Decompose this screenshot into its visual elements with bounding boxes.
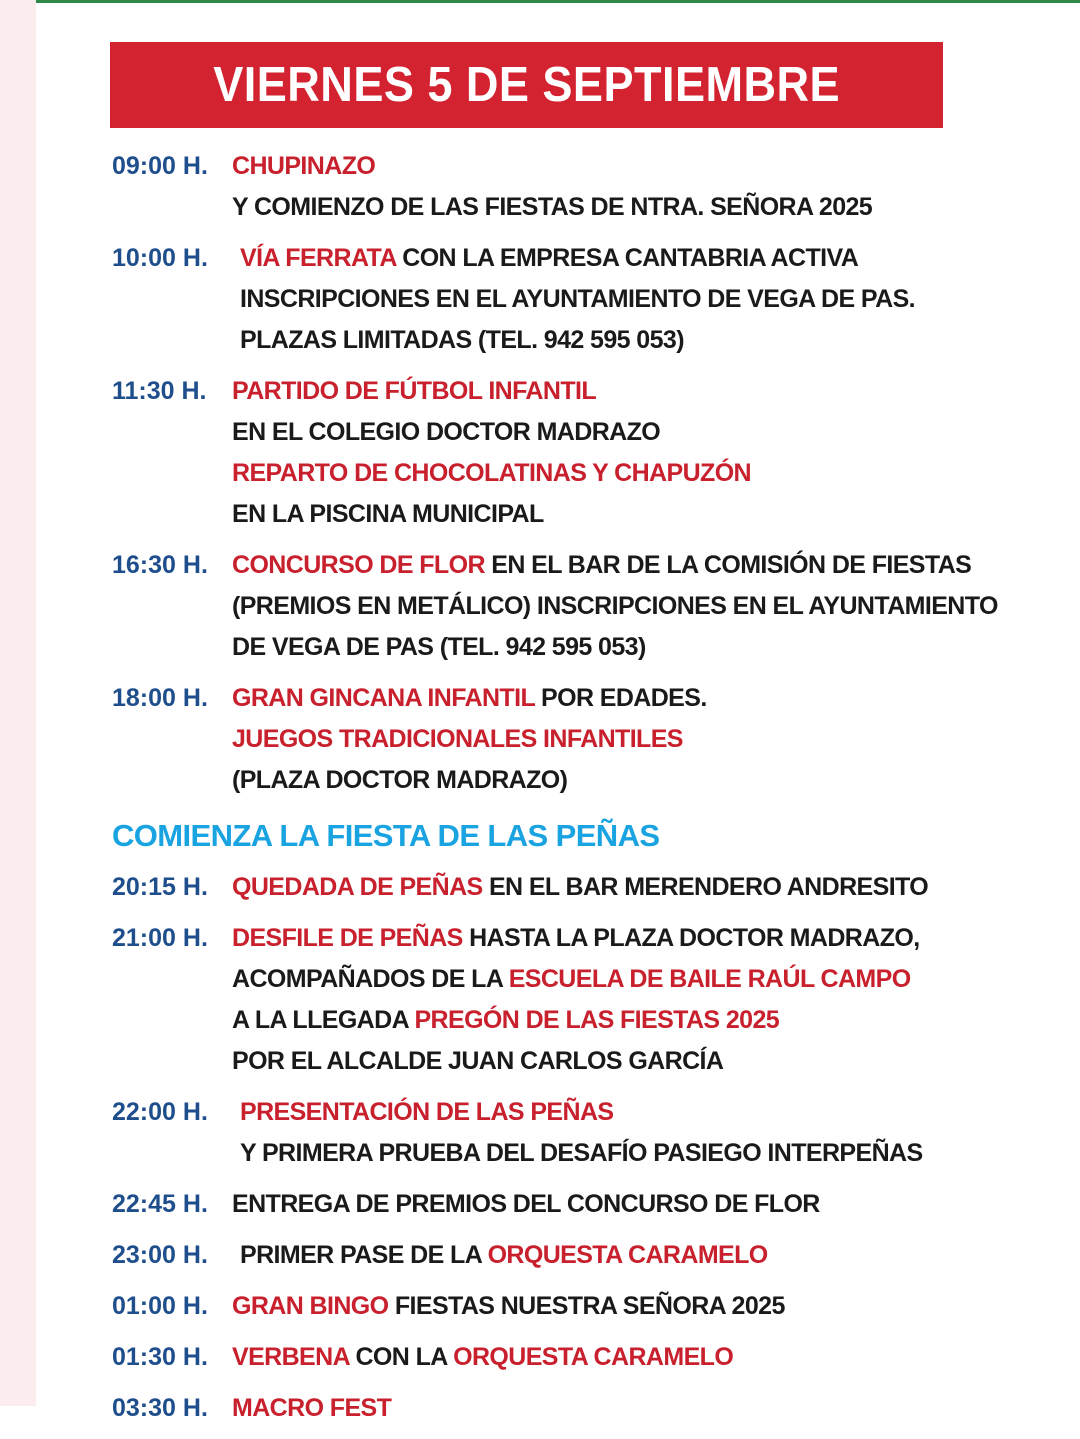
- event-time: 11:30 H.: [112, 377, 207, 405]
- event-line: [232, 238, 1072, 279]
- event-highlight: QUEDADA DE PEÑAS: [232, 873, 483, 901]
- event-line: [232, 1286, 1072, 1327]
- event-line: [232, 453, 1072, 494]
- event-line: [232, 1041, 1072, 1082]
- event-line: [232, 494, 1072, 535]
- event-highlight: VERBENA: [232, 1343, 350, 1371]
- event-line: [232, 760, 1072, 801]
- event-detail: HASTA LA PLAZA DOCTOR MADRAZO,: [462, 924, 920, 952]
- event-detail: DE VEGA DE PAS (TEL. 942 595 053): [232, 633, 646, 661]
- event-highlight: DESFILE DE PEÑAS: [232, 924, 463, 952]
- section-heading: COMIENZA LA FIESTA DE LAS PEÑAS: [112, 818, 660, 853]
- schedule-entry: [112, 146, 1072, 228]
- event-highlight: CHUPINAZO: [232, 152, 376, 180]
- schedule-entry: [112, 867, 1072, 908]
- schedule-entry: [112, 545, 1072, 668]
- schedule-entry: [112, 371, 1072, 535]
- event-line: [232, 586, 1072, 627]
- schedule-entry: [112, 1286, 1072, 1327]
- event-detail: EN EL BAR MERENDERO ANDRESITO: [482, 873, 929, 901]
- event-detail: PRIMER PASE DE LA: [240, 1241, 488, 1269]
- event-detail: A LA LLEGADA: [232, 1006, 415, 1034]
- schedule-entry: [112, 1092, 1072, 1174]
- event-highlight: GRAN GINCANA INFANTIL: [232, 684, 535, 712]
- event-detail: FIESTAS NUESTRA SEÑORA 2025: [388, 1292, 785, 1320]
- schedule-entry: [112, 918, 1072, 1082]
- event-highlight: PREGÓN DE LAS FIESTAS 2025: [414, 1006, 780, 1034]
- event-detail: EN EL COLEGIO DOCTOR MADRAZO: [232, 418, 661, 446]
- event-highlight: JUEGOS TRADICIONALES INFANTILES: [232, 725, 683, 753]
- event-highlight: ORQUESTA CARAMELO: [487, 1241, 768, 1269]
- event-line: [232, 1092, 1072, 1133]
- left-margin-band: [0, 0, 36, 1406]
- event-line: [232, 320, 1072, 361]
- event-highlight: PARTIDO DE FÚTBOL INFANTIL: [232, 377, 597, 405]
- event-time: 20:15 H.: [112, 873, 208, 901]
- schedule-entry: [112, 1388, 1072, 1429]
- event-line: [232, 279, 1072, 320]
- event-detail: (PREMIOS EN METÁLICO) INSCRIPCIONES EN EL AYUNTAMIENTO: [232, 592, 998, 620]
- event-time: 21:00 H.: [112, 924, 208, 952]
- schedule-entry: [112, 238, 1072, 361]
- event-time: 22:45 H.: [112, 1190, 208, 1218]
- schedule: [112, 146, 1072, 1439]
- event-line: [232, 1235, 1072, 1276]
- event-detail: CON LA: [349, 1343, 454, 1371]
- event-line: [232, 867, 1072, 908]
- event-line: [232, 371, 1072, 412]
- page-title: VIERNES 5 DE SEPTIEMBRE: [213, 58, 840, 112]
- event-detail: EN EL BAR DE LA COMISIÓN DE FIESTAS: [484, 551, 972, 579]
- event-line: [232, 918, 1072, 959]
- event-line: [232, 1184, 1072, 1225]
- event-time: 18:00 H.: [112, 684, 208, 712]
- event-highlight: MACRO FEST: [232, 1394, 392, 1422]
- event-detail: Y COMIENZO DE LAS FIESTAS DE NTRA. SEÑORA 2025: [232, 193, 873, 221]
- event-detail: INSCRIPCIONES EN EL AYUNTAMIENTO DE VEGA DE PAS.: [240, 285, 916, 313]
- event-time: 03:30 H.: [112, 1394, 208, 1422]
- top-rule: [36, 0, 1080, 3]
- schedule-entry: [112, 678, 1072, 801]
- schedule-entry: [112, 1184, 1072, 1225]
- event-time: 01:30 H.: [112, 1343, 208, 1371]
- event-detail: ENTREGA DE PREMIOS DEL CONCURSO DE FLOR: [232, 1190, 820, 1218]
- event-line: [232, 1133, 1072, 1174]
- event-detail: EN LA PISCINA MUNICIPAL: [232, 500, 544, 528]
- header-banner: [110, 42, 943, 128]
- event-line: [232, 627, 1072, 668]
- event-line: [232, 412, 1072, 453]
- event-line: [232, 1337, 1072, 1378]
- schedule-events-morning: [112, 146, 1072, 801]
- event-highlight: ORQUESTA CARAMELO: [453, 1343, 734, 1371]
- event-highlight: PRESENTACIÓN DE LAS PEÑAS: [240, 1098, 614, 1126]
- event-line: [232, 1000, 1072, 1041]
- event-detail: POR EL ALCALDE JUAN CARLOS GARCÍA: [232, 1047, 724, 1075]
- event-time: 10:00 H.: [112, 244, 208, 272]
- event-line: [232, 678, 1072, 719]
- event-line: [232, 1388, 1072, 1429]
- event-highlight: ESCUELA DE BAILE RAÚL CAMPO: [508, 965, 911, 993]
- event-line: [232, 146, 1072, 187]
- event-detail: PLAZAS LIMITADAS (TEL. 942 595 053): [240, 326, 684, 354]
- event-detail: (PLAZA DOCTOR MADRAZO): [232, 766, 568, 794]
- event-time: 01:00 H.: [112, 1292, 208, 1320]
- schedule-events-evening: [112, 867, 1072, 1429]
- event-highlight: GRAN BINGO: [232, 1292, 389, 1320]
- event-time: 09:00 H.: [112, 152, 208, 180]
- event-time: 22:00 H.: [112, 1098, 208, 1126]
- schedule-entry: [112, 1337, 1072, 1378]
- event-line: [232, 719, 1072, 760]
- event-detail: Y PRIMERA PRUEBA DEL DESAFÍO PASIEGO INTERPEÑAS: [240, 1139, 923, 1167]
- event-detail: CON LA EMPRESA CANTABRIA ACTIVA: [395, 244, 859, 272]
- event-time: 16:30 H.: [112, 551, 208, 579]
- event-highlight: VÍA FERRATA: [240, 244, 396, 272]
- event-line: [232, 187, 1072, 228]
- event-time: 23:00 H.: [112, 1241, 208, 1269]
- event-highlight: CONCURSO DE FLOR: [232, 551, 485, 579]
- schedule-entry: [112, 1235, 1072, 1276]
- event-highlight: REPARTO DE CHOCOLATINAS Y CHAPUZÓN: [232, 459, 751, 487]
- event-detail: ACOMPAÑADOS DE LA: [232, 965, 509, 993]
- event-line: [232, 959, 1072, 1000]
- event-line: [232, 545, 1072, 586]
- event-detail: POR EDADES.: [534, 684, 707, 712]
